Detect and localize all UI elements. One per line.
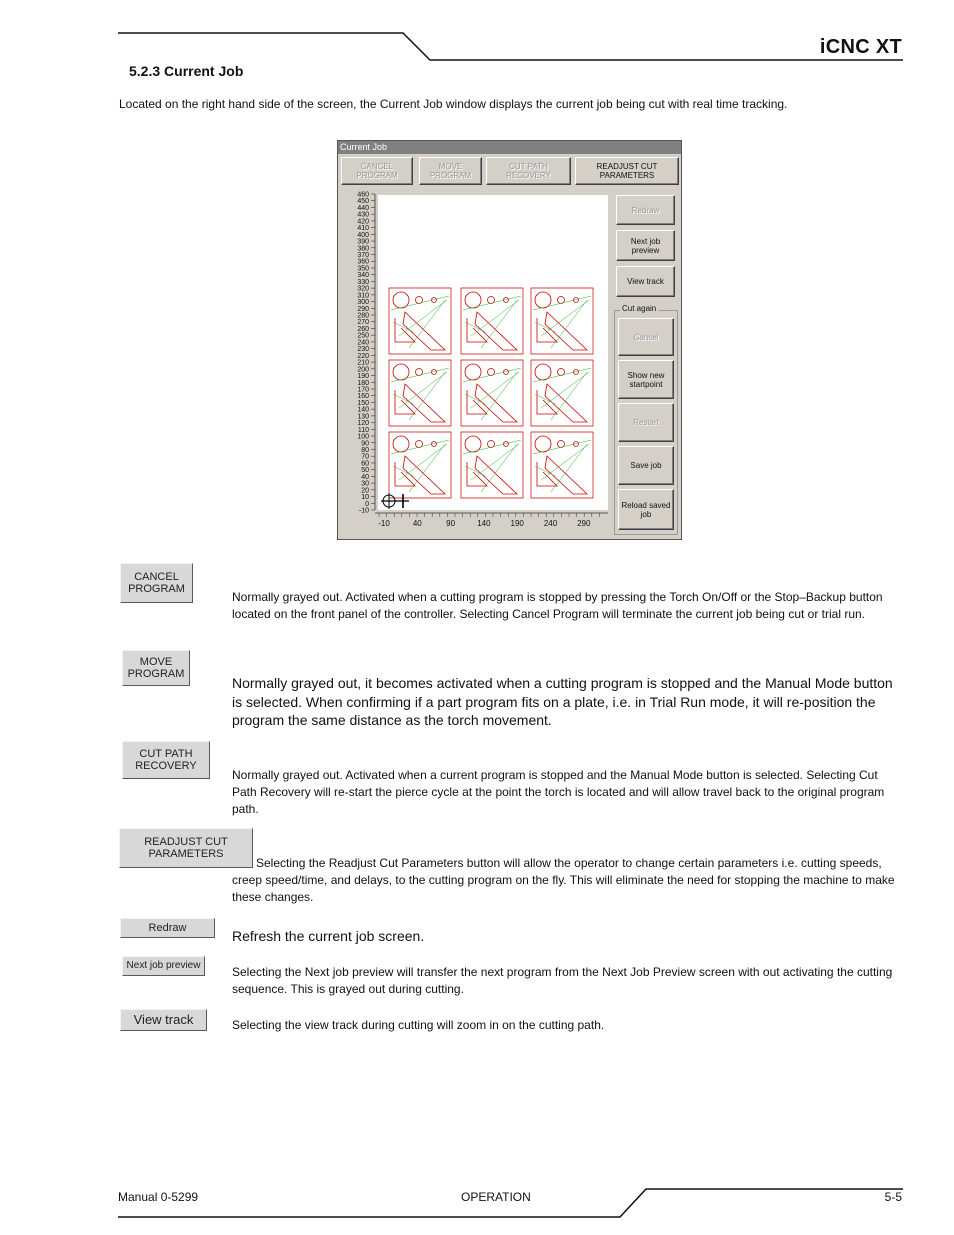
y-tick-label: 0 [365,500,369,508]
redraw-button[interactable]: Redraw [120,918,215,938]
y-tick-label: -10 [358,507,369,515]
footer-section: OPERATION [461,1190,531,1204]
win-redraw-button[interactable]: Redraw [616,195,675,225]
window-title: Current Job [338,141,681,154]
y-tick-label: 230 [357,346,369,354]
y-tick-label: 110 [357,426,369,434]
y-tick-label: 220 [357,352,369,360]
y-tick-label: 130 [357,413,369,421]
y-tick-label: 440 [357,204,369,212]
next-job-preview-description: Selecting the Next job preview will transfer the next program from the Next Job Preview screen with out activating the cutting sequence. This is grayed out during cutting. [232,965,893,996]
readjust-cut-parameters-description: Selecting the Readjust Cut Parameters button will allow the operator to change certain parameters i.e. cutting speeds, creep speed/time, and delays, to the cutting program on the fly. This will eliminate the need for stopping the machine to make these changes. [232,856,895,904]
win-cancel-program-button[interactable]: CANCEL PROGRAM [341,157,413,185]
y-tick-label: 240 [357,339,369,347]
y-tick-label: 350 [357,265,369,273]
y-tick-label: 70 [361,453,369,461]
cancel-program-button[interactable]: CANCEL PROGRAM [120,563,193,603]
y-tick-label: 140 [357,406,369,414]
job-plot [337,188,612,533]
y-tick-label: 50 [361,467,369,475]
footer-manual: Manual 0-5299 [118,1190,199,1204]
y-tick-label: 180 [357,379,369,387]
view-track-button[interactable]: View track [120,1009,207,1031]
y-tick-label: 270 [357,319,369,327]
x-tick-label: 290 [577,519,591,528]
y-tick-label: 340 [357,272,369,280]
win-restart-button[interactable]: Restart [618,403,674,442]
y-tick-label: 170 [357,386,369,394]
win-next-job-preview-button[interactable]: Next job preview [616,230,675,261]
move-program-description: Normally grayed out, it becomes activated when a cutting program is stopped and the Manual Mode button is selected. When confirming if a part program fits on a plate, i.e. in Trial Run mode, it will re-position the program the same distance as the torch movement. [232,675,893,728]
y-tick-label: 200 [357,366,369,374]
section-title: 5.2.3 Current Job [129,63,244,79]
win-cut-path-recovery-button[interactable]: CUT PATH RECOVERY [486,157,571,185]
y-tick-label: 40 [361,473,369,481]
y-tick-label: 120 [357,420,369,428]
cut-path-recovery-button[interactable]: CUT PATH RECOVERY [122,741,210,779]
y-tick-label: 450 [357,198,369,206]
win-move-program-button[interactable]: MOVE PROGRAM [419,157,482,185]
win-readjust-cut-parameters-button[interactable]: READJUST CUT PARAMETERS [575,157,679,185]
x-tick-label: 190 [510,519,524,528]
win-reload-saved-job-button[interactable]: Reload saved job [618,489,674,530]
y-tick-label: 20 [361,487,369,495]
x-tick-label: -10 [378,519,390,528]
y-tick-label: 90 [361,440,369,448]
product-title: iCNC XT [819,36,902,58]
y-tick-label: 10 [361,494,369,502]
win-view-track-button[interactable]: View track [616,266,675,297]
y-tick-label: 320 [357,285,369,293]
y-tick-label: 400 [357,231,369,239]
y-tick-label: 410 [357,225,369,233]
y-tick-label: 100 [357,433,369,441]
cut-path-recovery-description: Normally grayed out. Activated when a current program is stopped and the Manual Mode button is selected. Selecting Cut Path Recovery will re-start the pierce cycle at the point the torch is located and will allow travel back to the original program path. [232,768,885,816]
y-tick-label: 380 [357,245,369,253]
y-tick-label: 80 [361,446,369,454]
y-tick-label: 300 [357,299,369,307]
readjust-cut-parameters-button[interactable]: READJUST CUT PARAMETERS [119,828,253,868]
win-show-new-startpoint-button[interactable]: Show new startpoint [618,360,674,399]
y-tick-label: 260 [357,325,369,333]
y-tick-label: 160 [357,393,369,401]
y-tick-label: 280 [357,312,369,320]
redraw-description: Refresh the current job screen. [232,928,425,944]
y-tick-label: 360 [357,258,369,266]
y-axis-ticks [357,192,375,515]
y-tick-label: 420 [357,218,369,226]
x-tick-label: 140 [477,519,491,528]
y-tick-label: 370 [357,252,369,260]
y-tick-label: 330 [357,278,369,286]
y-tick-label: 150 [357,399,369,407]
y-tick-label: 30 [361,480,369,488]
y-tick-label: 190 [357,373,369,381]
view-track-description: Selecting the view track during cutting will zoom in on the cutting path. [232,1018,605,1032]
y-tick-label: 210 [357,359,369,367]
y-tick-label: 390 [357,238,369,246]
win-save-job-button[interactable]: Save job [618,446,674,485]
intro-text: Located on the right hand side of the screen, the Current Job window displays the current job being cut with real time tracking. [119,97,788,111]
y-tick-label: 430 [357,211,369,219]
y-tick-label: 460 [357,191,369,199]
win-cancel-button[interactable]: Cancel [618,318,674,356]
x-tick-label: 40 [412,519,422,528]
y-tick-label: 60 [361,460,369,468]
next-job-preview-button[interactable]: Next job preview [122,956,205,976]
x-axis-ticks [378,513,599,528]
y-tick-label: 250 [357,332,369,340]
cancel-program-description: Normally grayed out. Activated when a cutting program is stopped by pressing the Torch On/Off or the Stop–Backup button located on the front panel of the controller. Selecting Cancel Program will terminate the current job being cut or trial run. [232,590,883,621]
x-tick-label: 90 [446,519,456,528]
y-tick-label: 290 [357,305,369,313]
move-program-button[interactable]: MOVE PROGRAM [122,650,190,686]
x-tick-label: 240 [543,519,558,528]
cut-again-label: Cut again [622,304,657,313]
footer-page-number: 5-5 [884,1190,902,1204]
y-tick-label: 310 [357,292,369,300]
